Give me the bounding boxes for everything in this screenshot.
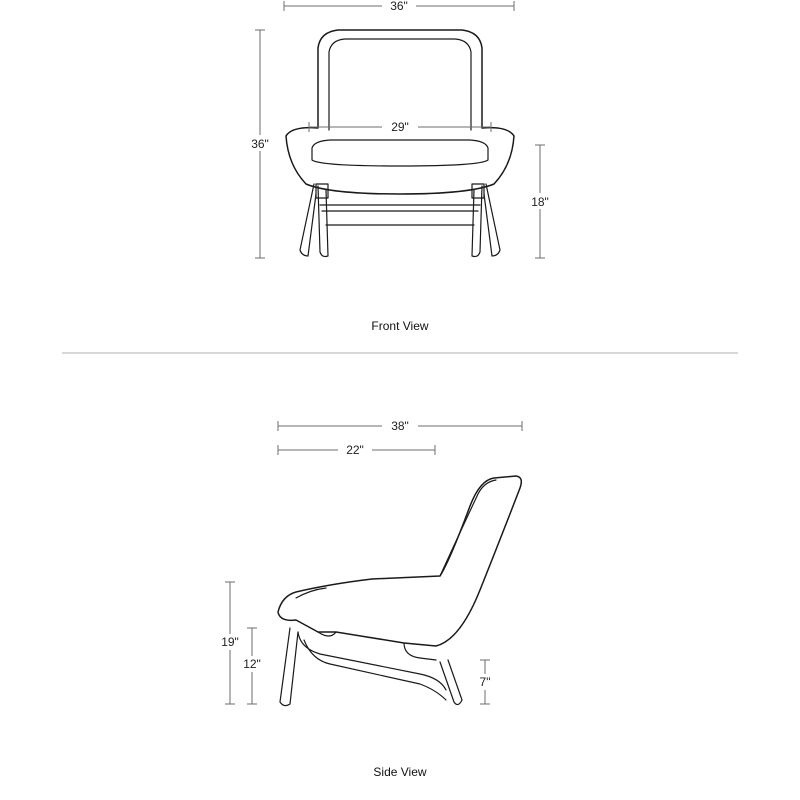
side-view [216, 419, 522, 779]
front-width-label: 36" [390, 0, 408, 13]
side-seat-front-height-label: 12" [243, 657, 261, 671]
front-seat-height-dimension [526, 145, 554, 258]
side-depth-dimension [278, 419, 522, 433]
side-shell-inner-back [440, 480, 496, 576]
side-arm-height-dimension [216, 582, 244, 704]
side-shell [278, 476, 521, 646]
front-height-label: 36" [251, 137, 269, 151]
front-seat-height-label: 18" [531, 195, 549, 209]
side-base [280, 628, 462, 706]
front-shell-outer [286, 30, 514, 194]
side-arm-height-label: 19" [221, 635, 239, 649]
front-base [300, 184, 500, 257]
side-view-title: Side View [373, 765, 427, 779]
front-seat-width-dimension [309, 120, 491, 134]
side-base-height-dimension [474, 660, 496, 704]
side-underside [318, 632, 436, 660]
side-seat-front [296, 588, 326, 598]
front-view-title: Front View [371, 319, 429, 333]
front-view [246, 0, 554, 333]
front-seat-width-label: 29" [391, 120, 409, 134]
front-seat-cushion [312, 140, 488, 166]
front-height-dimension [246, 30, 274, 258]
front-width-dimension [284, 0, 514, 13]
front-shell-inner [329, 39, 471, 130]
side-depth-label: 38" [391, 419, 409, 433]
side-seat-depth-dimension [278, 443, 435, 457]
side-seat-depth-label: 22" [346, 443, 364, 457]
side-base-height-label: 7" [479, 675, 491, 689]
